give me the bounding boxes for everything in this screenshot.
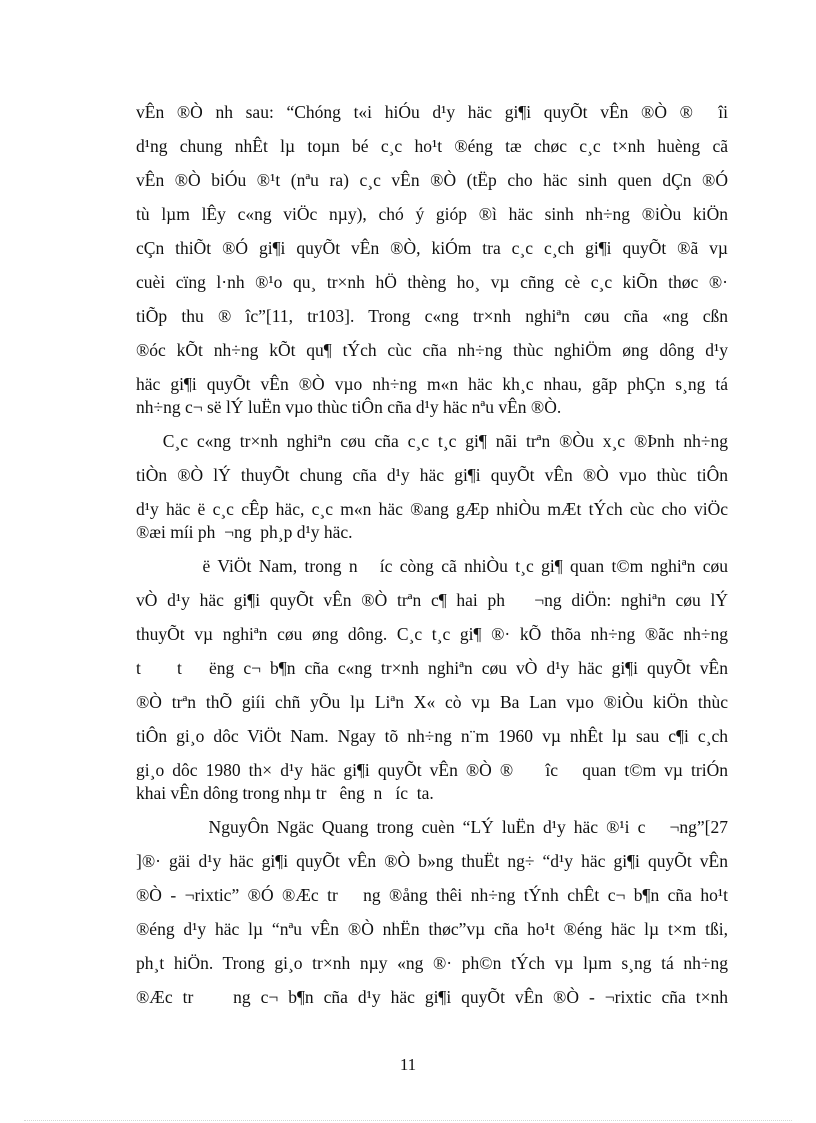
page-number: 11 [399,1055,417,1074]
text-line: cuèi cïng l·nh ®¹o qu¸ tr×nh hÖ thèng ho¸ vµ cñng cè c¸c kiÕn thøc ®· [136,272,728,292]
text-line: vÊn ®Ò nh sau: “Chóng t«i hiÓu d¹y häc gi¶i quyÕt vÊn ®Ò ® îi [136,102,728,122]
text-line: vÊn ®Ò biÓu ®¹t (nªu ra) c¸c vÊn ®Ò (tËp cho häc sinh quen dÇn ®Ó [136,170,728,190]
text-line: tù lµm lÊy c«ng viÖc nµy), chó ý gióp ®ì häc sinh nh÷ng ®iÒu kiÖn [136,204,728,224]
text-line: ph¸t hiÖn. Trong gi¸o tr×nh nµy «ng ®· ph©n tÝch vµ lµm s¸ng tá nh÷ng [136,953,728,973]
text-line: khai vÊn dông trong nhµ tr êng n íc ta. [136,783,434,803]
page-bottom-divider [24,1120,792,1121]
text-line: d¹y häc ë c¸c cÊp häc, c¸c m«n häc ®ang gÆp nhiÒu mÆt tÝch cùc cho viÖc [136,499,728,519]
text-line: tiÔn gi¸o dôc ViÖt Nam. Ngay tõ nh÷ng n¨m 1960 vµ nhÊt lµ sau c¶i c¸ch [136,726,728,746]
text-line: t t ëng c¬ b¶n cña c«ng tr×nh nghiªn cøu vÒ d¹y häc gi¶i quyÕt vÊn [136,658,728,678]
text-line: vÒ d¹y häc gi¶i quyÕt vÊn ®Ò trªn c¶ hai ph ¬ng diÖn: nghiªn cøu lÝ [136,590,728,610]
text-line: häc gi¶i quyÕt vÊn ®Ò vµo nh÷ng m«n häc kh¸c nhau, gãp phÇn s¸ng tá [136,374,728,394]
text-line: cÇn thiÕt ®Ó gi¶i quyÕt vÊn ®Ò, kiÓm tra c¸c c¸ch gi¶i quyÕt ®ã vµ [136,238,728,258]
text-line: NguyÔn Ngäc Quang trong cuèn “LÝ luËn d¹y häc ®¹i c ¬ng”[27 [136,817,728,837]
text-line: ®éng d¹y häc lµ “nªu vÊn ®Ò nhËn thøc”vµ cña ho¹t ®éng häc lµ t×m tßi, [136,919,728,939]
text-line: tiÕp thu ® îc”[11, tr103]. Trong c«ng tr×nh nghiªn cøu cña «ng cßn [136,306,728,326]
text-line: ®Ò trªn thÕ giíi chñ yÕu lµ Liªn X« cò vµ Ba Lan vµo ®iÒu kiÖn thùc [136,692,728,712]
text-line: ë ViÖt Nam, trong n íc còng cã nhiÒu t¸c gi¶ quan t©m nghiªn cøu [136,556,728,576]
text-line: ®Æc tr ng c¬ b¶n cña d¹y häc gi¶i quyÕt vÊn ®Ò - ¬rixtic cña t×nh [136,987,728,1007]
text-line: C¸c c«ng tr×nh nghiªn cøu cña c¸c t¸c gi¶ nãi trªn ®Òu x¸c ®Þnh nh÷ng [136,431,728,451]
text-line: thuyÕt vµ nghiªn cøu øng dông. C¸c t¸c gi¶ ®· kÕ thõa nh÷ng ®ãc nh÷ng [136,624,728,644]
text-line: ®æi míi ph ¬ng ph¸p d¹y häc. [136,522,353,542]
text-line: nh÷ng c¬ së lÝ luËn vµo thùc tiÔn cña d¹y häc nªu vÊn ®Ò. [136,397,562,417]
text-line: tiÒn ®Ò lÝ thuyÕt chung cña d¹y häc gi¶i quyÕt vÊn ®Ò vµo thùc tiÔn [136,465,728,485]
text-line: d¹ng chung nhÊt lµ toµn bé c¸c ho¹t ®éng tæ chøc c¸c t×nh huèng cã [136,136,728,156]
text-line: gi¸o dôc 1980 th× d¹y häc gi¶i quyÕt vÊn ®Ò ® îc quan t©m vµ triÓn [136,760,728,780]
text-line: ®óc kÕt nh÷ng kÕt qu¶ tÝch cùc cña nh÷ng thùc nghiÖm øng dông d¹y [136,340,728,360]
text-line: ®Ò - ¬rixtic” ®Ó ®Æc tr ng ®ång thêi nh÷ng tÝnh chÊt c¬ b¶n cña ho¹t [136,885,728,905]
text-line: ]®· gäi d¹y häc gi¶i quyÕt vÊn ®Ò b»ng thuËt ng÷ “d¹y häc gi¶i quyÕt vÊn [136,851,728,871]
